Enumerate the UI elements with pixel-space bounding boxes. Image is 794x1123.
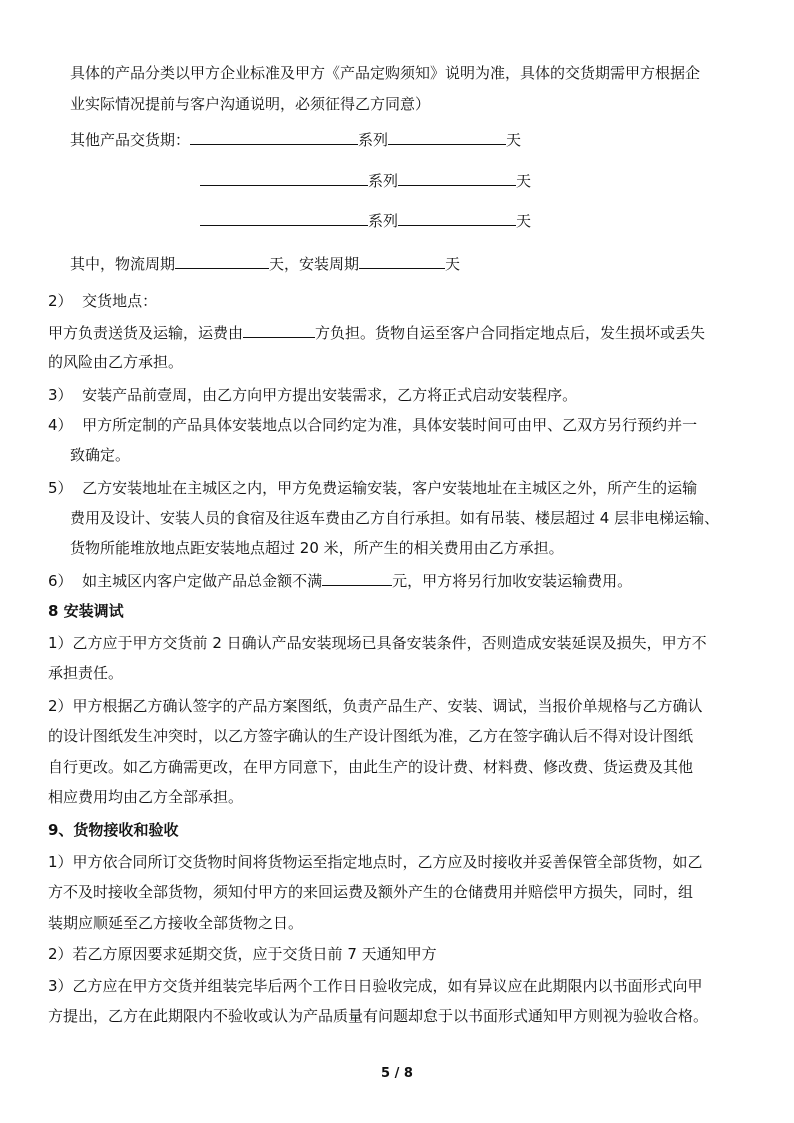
item-text: 乙方安装地址在主城区之内，甲方免费运输安装，客户安装地址在主城区之外，所产生的运输 bbox=[82, 479, 698, 497]
section-8-p2-line-2: 的设计图纸发生冲突时，以乙方签字确认的生产设计图纸为准，乙方在签字确认后不得对设计图纸 bbox=[48, 727, 694, 745]
item-4-line-2: 致确定。 bbox=[70, 446, 131, 464]
section-8-p2-line-3: 自行更改。如乙方确需更改，在甲方同意下，由此生产的设计费、材料费、修改费、货运费及其他 bbox=[48, 758, 694, 776]
item-text: 交货地点： bbox=[82, 292, 158, 310]
series-label: 系列 bbox=[368, 172, 399, 190]
item-3 bbox=[48, 385, 577, 405]
series-blank-3[interactable] bbox=[398, 211, 516, 226]
delivery-period-row-2 bbox=[200, 171, 531, 191]
item-text: 元，甲方将另行加收安装运输费用。 bbox=[392, 572, 633, 590]
section-9-p1-line-1: 1）甲方依合同所订交货物时间将货物运至指定地点时，乙方应及时接收并妥善保管全部货物，如乙 bbox=[48, 853, 703, 871]
section-9-p3-line-1: 3）乙方应在甲方交货并组装完毕后两个工作日日验收完成，如有异议应在此期限内以书面形式向甲 bbox=[48, 977, 703, 995]
series-blank-2[interactable] bbox=[398, 171, 516, 186]
item-text: 甲方所定制的产品具体安装地点以合同约定为准，具体安装时间可由甲、乙双方另行预约并一 bbox=[82, 416, 698, 434]
item-5-line-3: 货物所能堆放地点距安装地点超过 20 米，所产生的相关费用由乙方承担。 bbox=[70, 539, 564, 557]
day-label: 天 bbox=[516, 172, 532, 190]
day-label: 天 bbox=[445, 255, 461, 273]
delivery-period-label: 其他产品交货期： bbox=[70, 131, 191, 149]
item-text: 方负担。货物自运至客户合同指定地点后，发生损坏或丢失 bbox=[315, 324, 706, 342]
item-text: 甲方负责送货及运输，运费由 bbox=[48, 324, 244, 342]
series-label: 系列 bbox=[358, 131, 389, 149]
install-cycle-blank[interactable] bbox=[359, 254, 445, 269]
item-2-title bbox=[48, 291, 157, 311]
item-5-line-2: 费用及设计、安装人员的食宿及往返车费由乙方自行承担。如有吊装、楼层超过 4 层非电梯运输、 bbox=[70, 509, 720, 527]
delivery-period-row-1 bbox=[70, 130, 521, 150]
section-9-heading: 9、货物接收和验收 bbox=[48, 821, 179, 839]
intro-line-2: 业实际情况提前与客户沟通说明，必须征得乙方同意） bbox=[70, 95, 431, 113]
item-number: 5） bbox=[48, 479, 73, 497]
cycle-row bbox=[70, 254, 460, 274]
page-number: 5 / 8 bbox=[381, 1066, 413, 1081]
logistics-cycle-blank[interactable] bbox=[175, 254, 269, 269]
intro-line-1: 具体的产品分类以甲方企业标准及甲方《产品定购须知》说明为准，具体的交货期需甲方根据企 bbox=[70, 64, 701, 82]
product-blank-2[interactable] bbox=[200, 171, 368, 186]
day-label: 天 bbox=[506, 131, 522, 149]
section-8-p2-line-1: 2）甲方根据乙方确认签字的产品方案图纸，负责产品生产、安装、调试，当报价单规格与乙方确认 bbox=[48, 697, 703, 715]
section-8-heading: 8 安装调试 bbox=[48, 602, 124, 620]
item-2-line-1 bbox=[48, 323, 705, 343]
install-cycle-label: 天，安装周期 bbox=[269, 255, 360, 273]
item-text: 安装产品前壹周，由乙方向甲方提出安装需求，乙方将正式启动安装程序。 bbox=[82, 386, 578, 404]
logistics-cycle-label: 其中，物流周期 bbox=[70, 255, 176, 273]
item-number: 6） bbox=[48, 572, 73, 590]
section-9-p3-line-2: 方提出，乙方在此期限内不验收或认为产品质量有问题却怠于以书面形式通知甲方则视为验收合格。 bbox=[48, 1007, 709, 1025]
item-number: 4） bbox=[48, 416, 73, 434]
item-5-line-1 bbox=[48, 478, 697, 498]
day-label: 天 bbox=[516, 212, 532, 230]
item-4-line-1 bbox=[48, 415, 697, 435]
delivery-period-row-3 bbox=[200, 211, 531, 231]
section-8-p1-line-2: 承担责任。 bbox=[48, 664, 124, 682]
min-amount-blank[interactable] bbox=[322, 571, 392, 586]
freight-payer-blank[interactable] bbox=[243, 323, 315, 338]
series-label: 系列 bbox=[368, 212, 399, 230]
item-2-line-2: 的风险由乙方承担。 bbox=[48, 353, 184, 371]
section-8-p1-line-1: 1）乙方应于甲方交货前 2 日确认产品安装现场已具备安装条件，否则造成安装延误及损失，甲方不 bbox=[48, 634, 707, 652]
product-blank-1[interactable] bbox=[190, 130, 358, 145]
series-blank-1[interactable] bbox=[388, 130, 506, 145]
section-9-p2: 2）若乙方原因要求延期交货，应于交货日前 7 天通知甲方 bbox=[48, 945, 437, 963]
item-number: 2） bbox=[48, 292, 73, 310]
item-number: 3） bbox=[48, 386, 73, 404]
item-6 bbox=[48, 571, 632, 591]
section-9-p1-line-2: 方不及时接收全部货物，须知付甲方的来回运费及额外产生的仓储费用并赔偿甲方损失，同时，组 bbox=[48, 883, 694, 901]
item-text: 如主城区内客户定做产品总金额不满 bbox=[82, 572, 323, 590]
section-9-p1-line-3: 装期应顺延至乙方接收全部货物之日。 bbox=[48, 914, 304, 932]
section-8-p2-line-4: 相应费用均由乙方全部承担。 bbox=[48, 788, 244, 806]
product-blank-3[interactable] bbox=[200, 211, 368, 226]
